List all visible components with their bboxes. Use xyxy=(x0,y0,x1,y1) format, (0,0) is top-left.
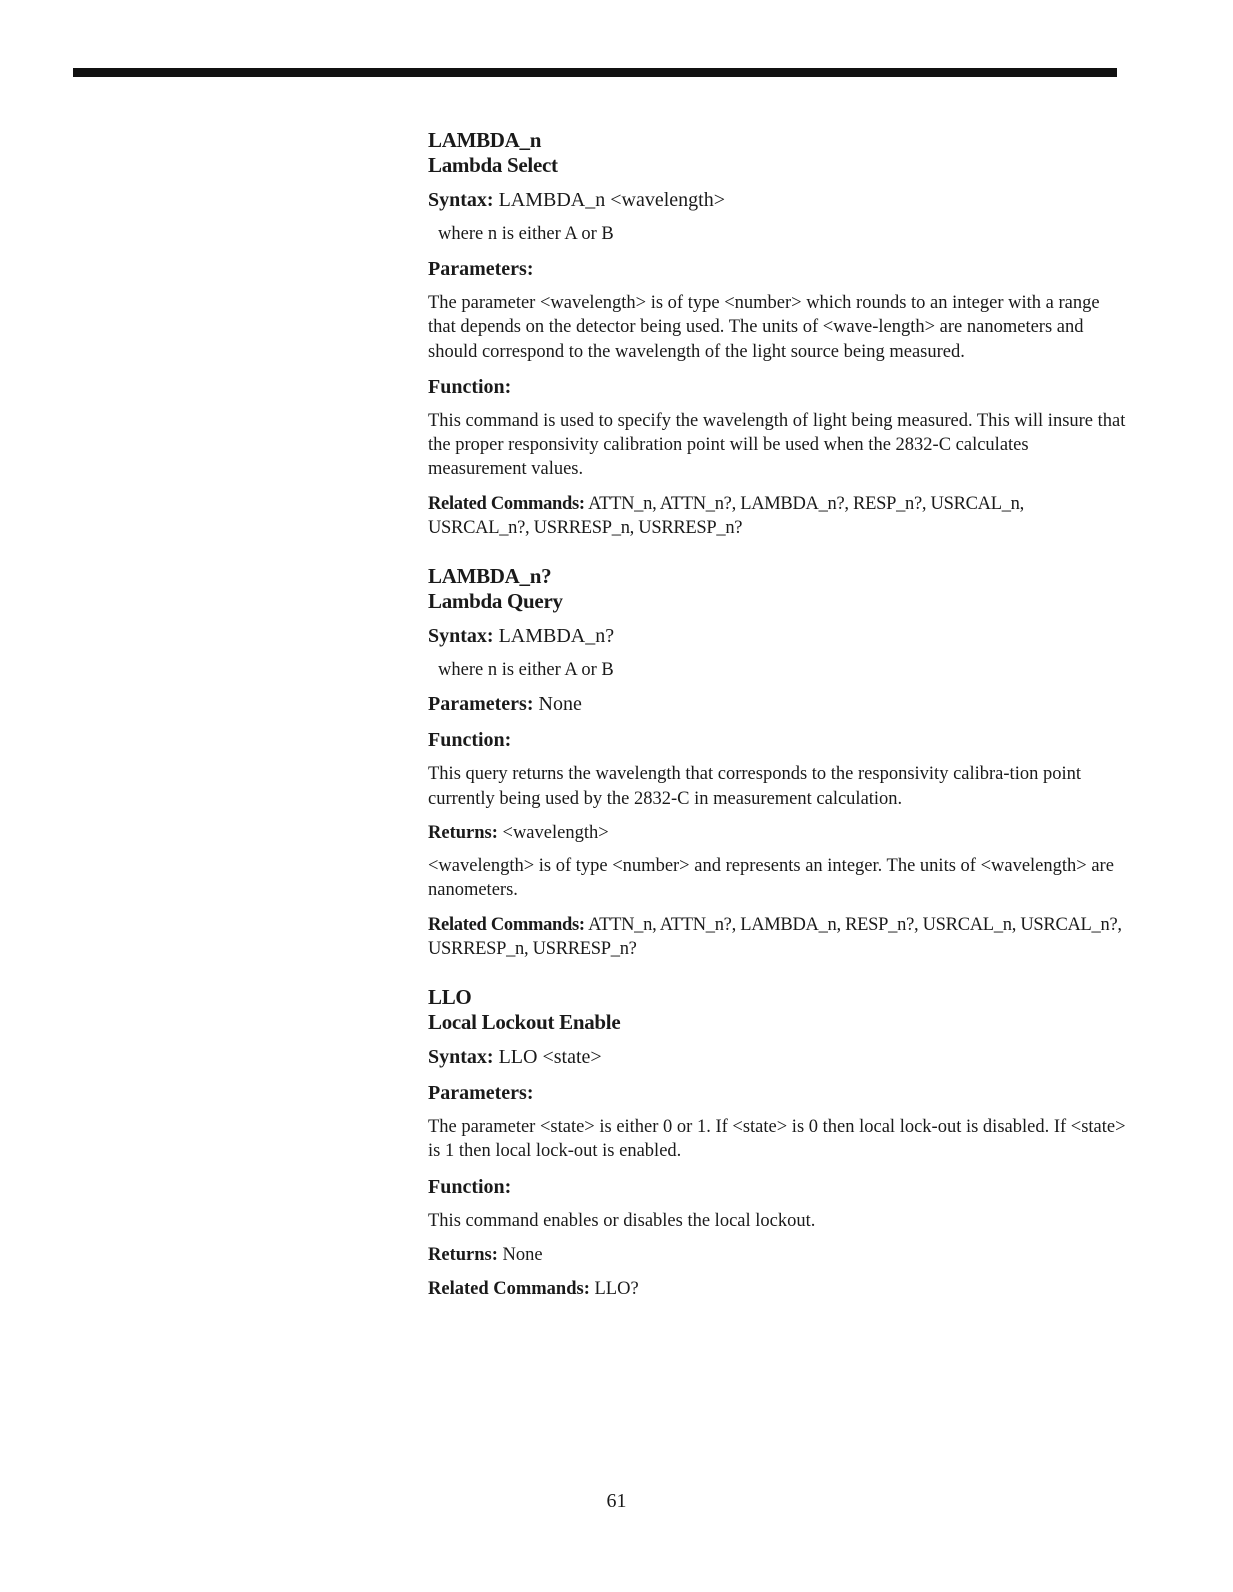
function-heading: Function: xyxy=(428,1175,512,1198)
syntax-value: LLO <state> xyxy=(498,1046,602,1069)
where-note: where n is either A or B xyxy=(438,224,614,244)
function-heading: Function: xyxy=(428,375,512,398)
entry-lambda-n-query xyxy=(428,564,1128,961)
parameters-text: The parameter <wavelength> is of type <number> which rounds to an integer with a range that depends on the detector being used. The units of <wave-length> are nanometers and should correspond to the wavelength of the light source being measured. xyxy=(428,293,1100,362)
entry-llo xyxy=(428,985,1128,1301)
parameters-heading: Parameters: xyxy=(428,1082,534,1105)
related-commands xyxy=(428,1277,1128,1301)
parameters-row xyxy=(428,691,1128,717)
returns-row xyxy=(428,1243,1128,1267)
related-value: ATTN_n, ATTN_n?, LAMBDA_n?, RESP_n?, USRCAL_n, USRCAL_n?, USRRESP_n, USRRESP_n? xyxy=(428,493,1024,539)
command-name: LLO xyxy=(428,985,472,1010)
related-label: Related Commands: xyxy=(428,914,585,935)
function-text: This command is used to specify the wavelength of light being measured. This will insure that the proper responsivity calibration point will be used when the 2832-C calculates measurement values. xyxy=(428,410,1126,480)
related-commands xyxy=(428,492,1128,541)
syntax-row xyxy=(428,187,1128,213)
page-number: 61 xyxy=(606,1490,627,1512)
related-commands xyxy=(428,913,1128,962)
parameters-label: Parameters: xyxy=(428,693,534,716)
related-value: ATTN_n, ATTN_n?, LAMBDA_n, RESP_n?, USRCAL_n, USRCAL_n?, USRRESP_n, USRRESP_n? xyxy=(428,914,1122,959)
related-label: Related Commands: xyxy=(428,1279,590,1300)
parameters-heading: Parameters: xyxy=(428,258,534,280)
entry-lambda-n xyxy=(428,128,1128,540)
where-note: where n is either A or B xyxy=(438,660,614,681)
command-title: Lambda Select xyxy=(428,153,558,177)
syntax-row xyxy=(428,1044,1128,1070)
syntax-label: Syntax: xyxy=(428,1046,494,1069)
syntax-label: Syntax: xyxy=(428,625,494,648)
parameters-value: None xyxy=(538,693,582,716)
syntax-label: Syntax: xyxy=(428,189,494,211)
returns-value: <wavelength> xyxy=(502,822,609,843)
function-text: This query returns the wavelength that corresponds to the responsivity calibra-tion point currently being used by the 2832-C in measurement calculation. xyxy=(428,764,1081,809)
returns-value: None xyxy=(502,1245,543,1266)
command-name: LAMBDA_n? xyxy=(428,564,552,589)
command-title: Local Lockout Enable xyxy=(428,1010,621,1035)
returns-description: <wavelength> is of type <number> and represents an integer. The units of <wavelength> are nanometers. xyxy=(428,855,1114,901)
command-reference xyxy=(428,128,1128,1301)
top-rule xyxy=(73,68,1117,77)
command-title: Lambda Query xyxy=(428,589,563,614)
syntax-row xyxy=(428,623,1128,649)
returns-row xyxy=(428,821,1128,845)
returns-label: Returns: xyxy=(428,1245,498,1266)
parameters-text: The parameter <state> is either 0 or 1. If <state> is 0 then local lock-out is disabled. If <state> is 1 then local lock-out is enabled. xyxy=(428,1117,1126,1162)
related-label: Related Commands: xyxy=(428,493,585,514)
syntax-value: LAMBDA_n? xyxy=(498,625,615,648)
function-heading: Function: xyxy=(428,729,512,752)
command-name: LAMBDA_n xyxy=(428,128,542,152)
returns-label: Returns: xyxy=(428,822,498,843)
related-value: LLO? xyxy=(594,1279,639,1300)
syntax-value: LAMBDA_n <wavelength> xyxy=(498,189,725,211)
function-text: This command enables or disables the local lockout. xyxy=(428,1210,816,1231)
